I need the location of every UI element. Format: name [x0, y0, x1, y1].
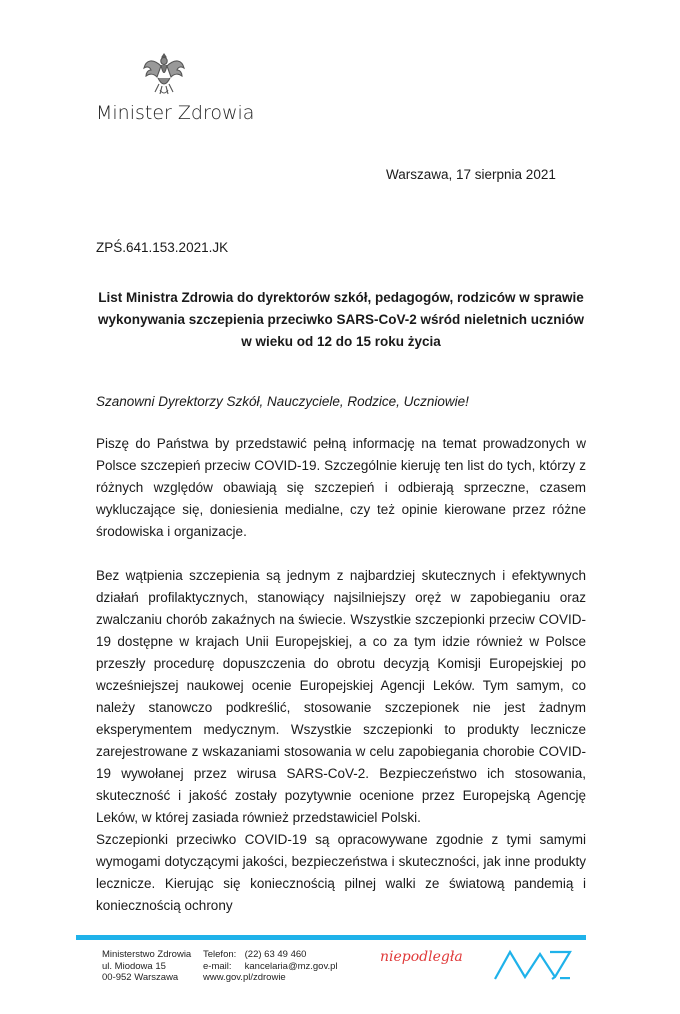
email-link[interactable]: kancelaria@mz.gov.pl [244, 960, 338, 972]
website-link[interactable]: www.gov.pl/zdrowie [203, 972, 286, 983]
footer-contact [203, 949, 373, 984]
salutation: Szanowni Dyrektorzy Szkół, Nauczyciele, Rodzice, Uczniowie! [96, 394, 469, 409]
footer [76, 935, 586, 1014]
phone-label: Telefon: [203, 949, 237, 960]
polish-eagle-emblem-icon [141, 50, 187, 98]
footer-content [76, 949, 586, 984]
niepodlegla-logo: niepodległa [380, 949, 463, 965]
letter-body [96, 433, 586, 917]
footer-accent-bar [76, 935, 586, 940]
paragraph: Szczepionki przeciwko COVID-19 są opracowywane zgodnie z tymi samymi wymogami dotyczącymi jakości, bezpieczeństwa i skuteczności, jak inne produkty lecznicze. Kierując się koniecznością pilnej walki ze światową pandemią i koniecznością ochrony [96, 832, 586, 913]
footer-address [102, 949, 203, 984]
letterhead [96, 50, 255, 124]
date-line: Warszawa, 17 sierpnia 2021 [386, 167, 556, 182]
phone-value: (22) 63 49 460 [244, 949, 307, 960]
ministry-name: Minister Zdrowia [96, 102, 255, 124]
paragraph: Piszę do Państwa by przedstawić pełną informację na temat prowadzonych w Polsce szczepień przeciw COVID-19. Szczególnie kieruję ten list do tych, którzy z różnych względów obawiają się szczepień i odbierają sprzeczne, czasem wykluczające się, doniesienia medialne, czy też opinie kierowane przez różne środowiska i organizacje. [96, 436, 586, 539]
address-line: ul. Miodowa 15 [102, 960, 166, 972]
letter-title: List Ministra Zdrowia do dyrektorów szkół, pedagogów, rodziców w sprawie wykonywania szczepienia przeciwko SARS-CoV-2 wśród nieletnich uczniów w wieku od 12 do 15 roku życia [97, 290, 585, 349]
mz-logo-icon [492, 949, 582, 981]
address-line: Ministerstwo Zdrowia [102, 949, 192, 960]
email-row [203, 961, 373, 973]
paragraph: Bez wątpienia szczepienia są jednym z najbardziej skutecznych i efektywnych działań profilaktycznych, stanowiący najsilniejszy oręż w zapobieganiu oraz zwalczaniu chorób zakaźnych na świecie. Wszystkie szczepionki przeciw COVID-19 dostępne w krajach Unii Europejskiej, a co za tym idzie również w Polsce przeszły procedurę dopuszczenia do obrotu decyzją Komisji Europejskiej po wcześniejszej naukowej ocenie Europejskiej Agencji Leków. Tym samym, co należy stanowczo podkreślić, stosowanie szczepionek nie jest żadnym eksperymentem medycznym. Wszystkie szczepionki to produkty lecznicze zarejestrowane z wskazaniami stosowania w celu zapobiegania chorobie COVID-19 wywołanej przez wirusa SARS-CoV-2. Bezpieczeństwo ich stosowania, skuteczność i jakość zostały pozytywnie ocenione przez Europejską Agencję Leków, w której zasiada również przedstawiciel Polski. [96, 568, 586, 825]
email-label: e-mail: [203, 960, 232, 972]
address-line: 00-952 Warszawa [102, 972, 179, 983]
phone-row [203, 949, 373, 961]
reference-number: ZPŚ.641.153.2021.JK [96, 240, 229, 255]
